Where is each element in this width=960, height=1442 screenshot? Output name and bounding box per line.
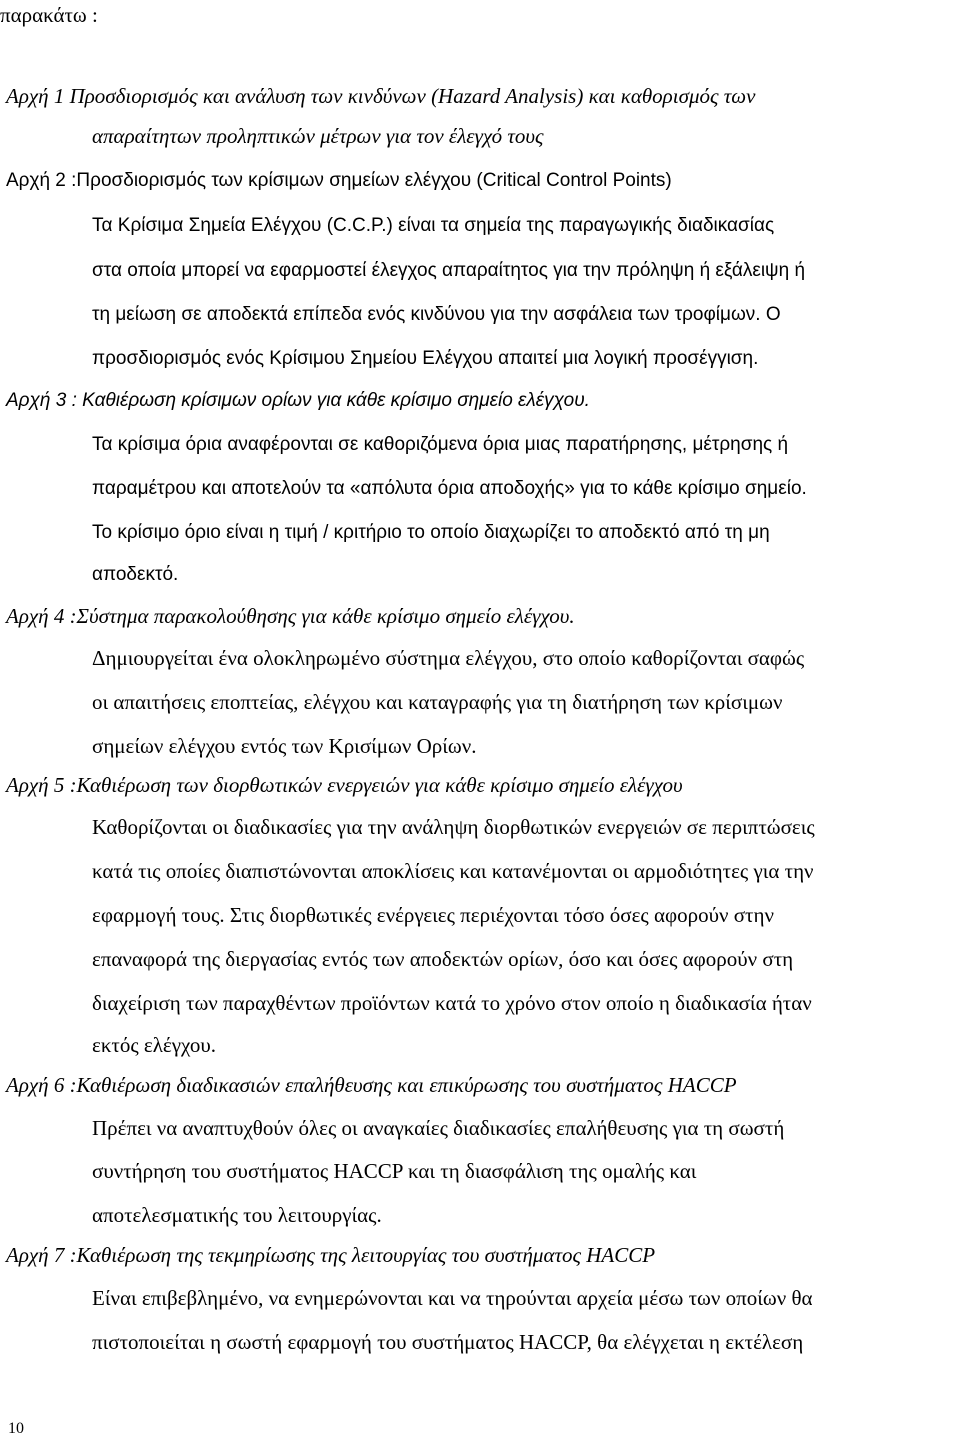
principle-3-body-line-4: αποδεκτό. (92, 564, 179, 585)
principle-6-body-line-1: Πρέπει να αναπτυχθούν όλες οι αναγκαίες διαδικασίες επαλήθευσης για τη σωστή (92, 1116, 785, 1140)
principle-4-body-line-1: Δημιουργείται ένα ολοκληρωμένο σύστημα ελέγχου, στο οποίο καθορίζονται σαφώς (92, 646, 805, 670)
principle-7-body-line-2: πιστοποιείται η σωστή εφαρμογή του συστήματος HACCP, θα ελέγχεται η εκτέλεση (92, 1330, 804, 1354)
principle-5-body-line-4: επαναφορά της διεργασίας εντός των αποδεκτών ορίων, όσο και όσες αφορούν στη (92, 947, 794, 971)
principle-3-heading: Αρχή 3 : Καθιέρωση κρίσιμων ορίων για κάθε κρίσιμο σημείο ελέγχου. (6, 390, 590, 411)
principle-5-body-line-6: εκτός ελέγχου. (92, 1033, 217, 1057)
principle-1-heading-line-1: Αρχή 1 Προσδιορισμός και ανάλυση των κινδύνων (Hazard Analysis) και καθορισμός των (6, 84, 756, 108)
principle-3-body-line-2: παραμέτρου και αποτελούν τα «απόλυτα όρια αποδοχής» για το κάθε κρίσιμο σημείο. (92, 478, 807, 499)
principle-2-body-line-2: στα οποία μπορεί να εφαρμοστεί έλεγχος απαραίτητος για την πρόληψη ή εξάλειψη ή (92, 260, 806, 281)
principle-2-heading: Αρχή 2 :Προσδιορισμός των κρίσιμων σημείων ελέγχου (Critical Control Points) (6, 170, 672, 191)
principle-4-body-line-2: οι απαιτήσεις εποπτείας, ελέγχου και καταγραφής για τη διατήρηση των κρίσιμων (92, 690, 783, 714)
principle-5-body-line-1: Καθορίζονται οι διαδικασίες για την ανάληψη διορθωτικών ενεργειών σε περιπτώσεις (92, 815, 815, 839)
principle-2-body-line-4: προσδιορισμός ενός Κρίσιμου Σημείου Ελέγχου απαιτεί μια λογική προσέγγιση. (92, 348, 759, 369)
intro-text: παρακάτω : (0, 3, 98, 27)
principle-7-body-line-1: Είναι επιβεβλημένο, να ενημερώνονται και να τηρούνται αρχεία μέσω των οποίων θα (92, 1286, 813, 1310)
principle-3-body-line-1: Τα κρίσιμα όρια αναφέρονται σε καθοριζόμενα όρια μιας παρατήρησης, μέτρησης ή (92, 434, 789, 455)
principle-4-heading: Αρχή 4 :Σύστημα παρακολούθησης για κάθε κρίσιμο σημείο ελέγχου. (6, 604, 575, 628)
principle-1-heading-line-2: απαραίτητων προληπτικών μέτρων για τον έλεγχό τους (92, 124, 544, 148)
principle-5-body-line-2: κατά τις οποίες διαπιστώνονται αποκλίσεις και κατανέμονται οι αρμοδιότητες για την (92, 859, 814, 883)
principle-3-body-line-3: Το κρίσιμο όριο είναι η τιμή / κριτήριο το οποίο διαχωρίζει το αποδεκτό από τη μη (92, 522, 770, 543)
principle-5-body-line-3: εφαρμογή τους. Στις διορθωτικές ενέργειες περιέχονται τόσο όσες αφορούν στην (92, 903, 774, 927)
principle-2-body-line-1-text: Τα Κρίσιμα Σημεία Ελέγχου (C.C.P.) είναι τα σημεία της παραγωγικής διαδικασίας (92, 215, 775, 236)
principle-5-heading: Αρχή 5 :Καθιέρωση των διορθωτικών ενεργειών για κάθε κρίσιμο σημείο ελέγχου (6, 773, 683, 797)
principle-2-body-line-3: τη μείωση σε αποδεκτά επίπεδα ενός κινδύνου για την ασφάλεια των τροφίμων. Ο (92, 304, 781, 325)
principle-5-body-line-5: διαχείριση των παραχθέντων προϊόντων κατά το χρόνο στον οποίο η διαδικασία ήταν (92, 991, 812, 1015)
principle-4-body-line-3: σημείων ελέγχου εντός των Κρισίμων Ορίων. (92, 734, 477, 758)
principle-7-heading: Αρχή 7 :Καθιέρωση της τεκμηρίωσης της λειτουργίας του συστήματος HACCP (6, 1243, 656, 1267)
principle-6-body-line-3: αποτελεσματικής του λειτουργίας. (92, 1203, 382, 1227)
principle-6-body-line-2: συντήρηση του συστήματος HACCP και τη διασφάλιση της ομαλής και (92, 1159, 697, 1183)
principle-6-heading: Αρχή 6 :Καθιέρωση διαδικασιών επαλήθευσης και επικύρωσης του συστήματος HACCP (6, 1073, 737, 1097)
principle-2-body-line-1 (92, 213, 956, 239)
page-number: 10 (8, 1420, 24, 1437)
